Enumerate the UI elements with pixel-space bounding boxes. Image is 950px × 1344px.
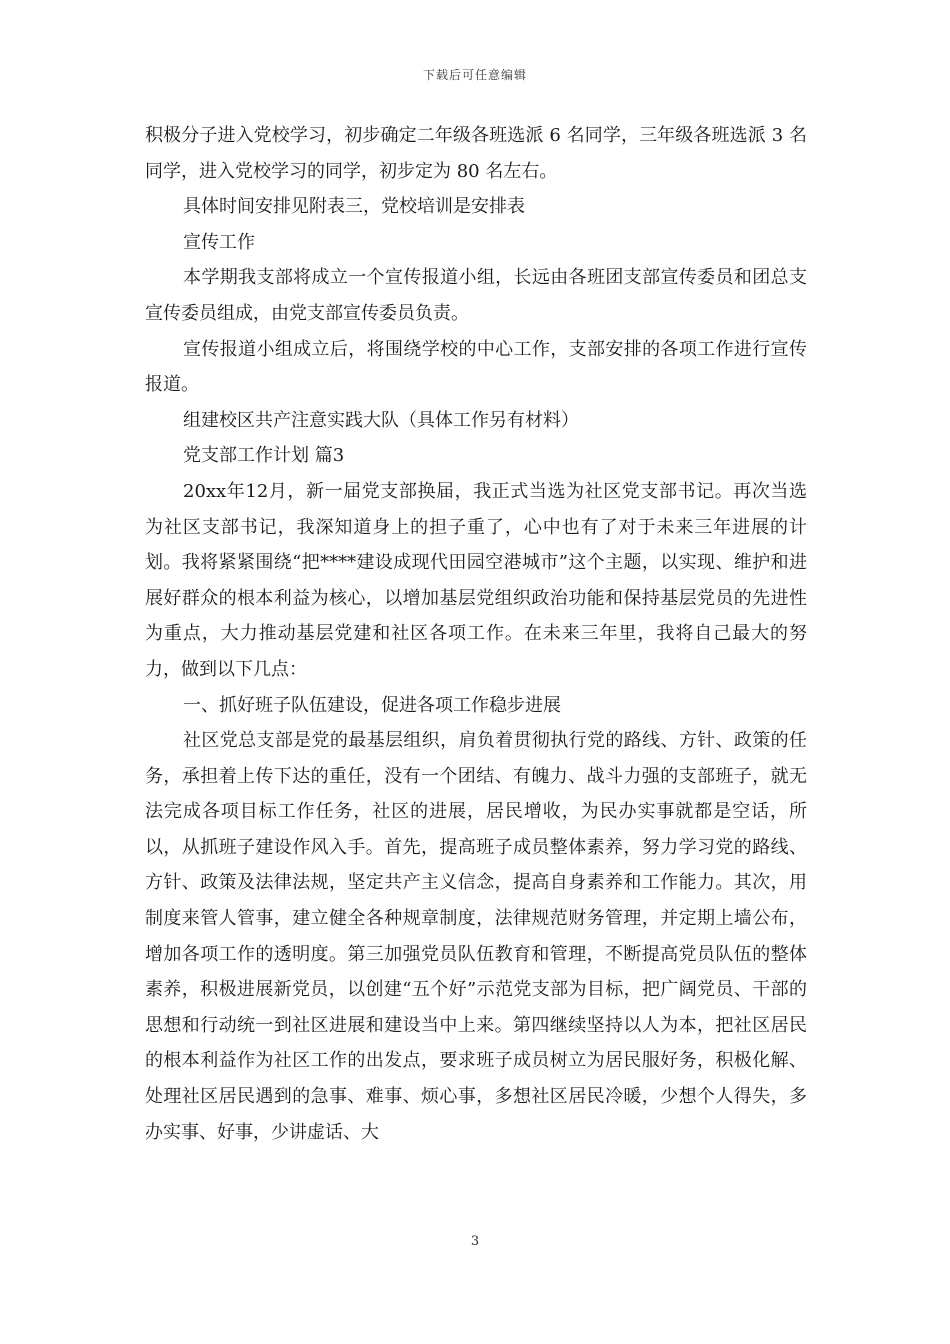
- section-heading: 一、抓好班子队伍建设，促进各项工作稳步进展: [183, 694, 561, 716]
- page-header: 下载后可任意编辑: [422, 68, 527, 82]
- paragraph: 积极分子进入党校学习，初步确定二年级各班选派 6 名同学，三年级各班选派 3 名同学，进入党校学习的同学，初步定为 80 名左右。: [145, 125, 807, 182]
- paragraph: 20xx年12月，新一届党支部换届，我正式当选为社区党支部书记。再次当选为社区支部书记，我深知道身上的担子重了，心中也有了对于未来三年进展的计划。我将紧紧围绕“把****建设成现代田园空港城市”这个主题，以实现、维护和进展好群众的根本利益为核心，以增加基层党组织政治功能和保持基层党员的先进性为重点，大力推动基层党建和社区各项工作。在未来三年里，我将自己最大的努力，做到以下几点：: [145, 480, 807, 680]
- paragraph: 具体时间安排见附表三，党校培训是安排表: [183, 196, 525, 218]
- document-body: [145, 118, 807, 1150]
- section-heading: 组建校区共产注意实践大队（具体工作另有材料）: [183, 409, 579, 431]
- paragraph: 宣传报道小组成立后，将围绕学校的中心工作，支部安排的各项工作进行宣传报道。: [145, 338, 807, 396]
- section-title: 党支部工作计划 篇3: [183, 445, 345, 467]
- paragraph: 社区党总支部是党的最基层组织，肩负着贯彻执行党的路线、方针、政策的任务，承担着上传下达的重任，没有一个团结、有魄力、战斗力强的支部班子，就无法完成各项目标工作任务，社区的进展，居民增收，为民办实事就都是空话，所以，从抓班子建设作风入手。首先，提高班子成员整体素养，努力学习党的路线、方针、政策及法律法规，坚定共产主义信念，提高自身素养和工作能力。其次，用制度来管人管事，建立健全各种规章制度，法律规范财务管理，并定期上墙公布，增加各项工作的透明度。第三加强党员队伍教育和管理，不断提高党员队伍的整体素养，积极进展新党员，以创建“五个好”示范党支部为目标，把广阔党员、干部的思想和行动统一到社区进展和建设当中上来。第四继续坚持以人为本，把社区居民的根本利益作为社区工作的出发点，要求班子成员树立为居民服好务，积极化解、处理社区居民遇到的急事、难事、烦心事，多想社区居民冷暖，少想个人得失，多办实事、好事，少讲虚话、大: [145, 730, 807, 1143]
- page-number: 3: [470, 1234, 480, 1249]
- paragraph: 本学期我支部将成立一个宣传报道小组，长远由各班团支部宣传委员和团总支宣传委员组成，由党支部宣传委员负责。: [145, 267, 807, 324]
- section-heading: 宣传工作: [183, 231, 255, 253]
